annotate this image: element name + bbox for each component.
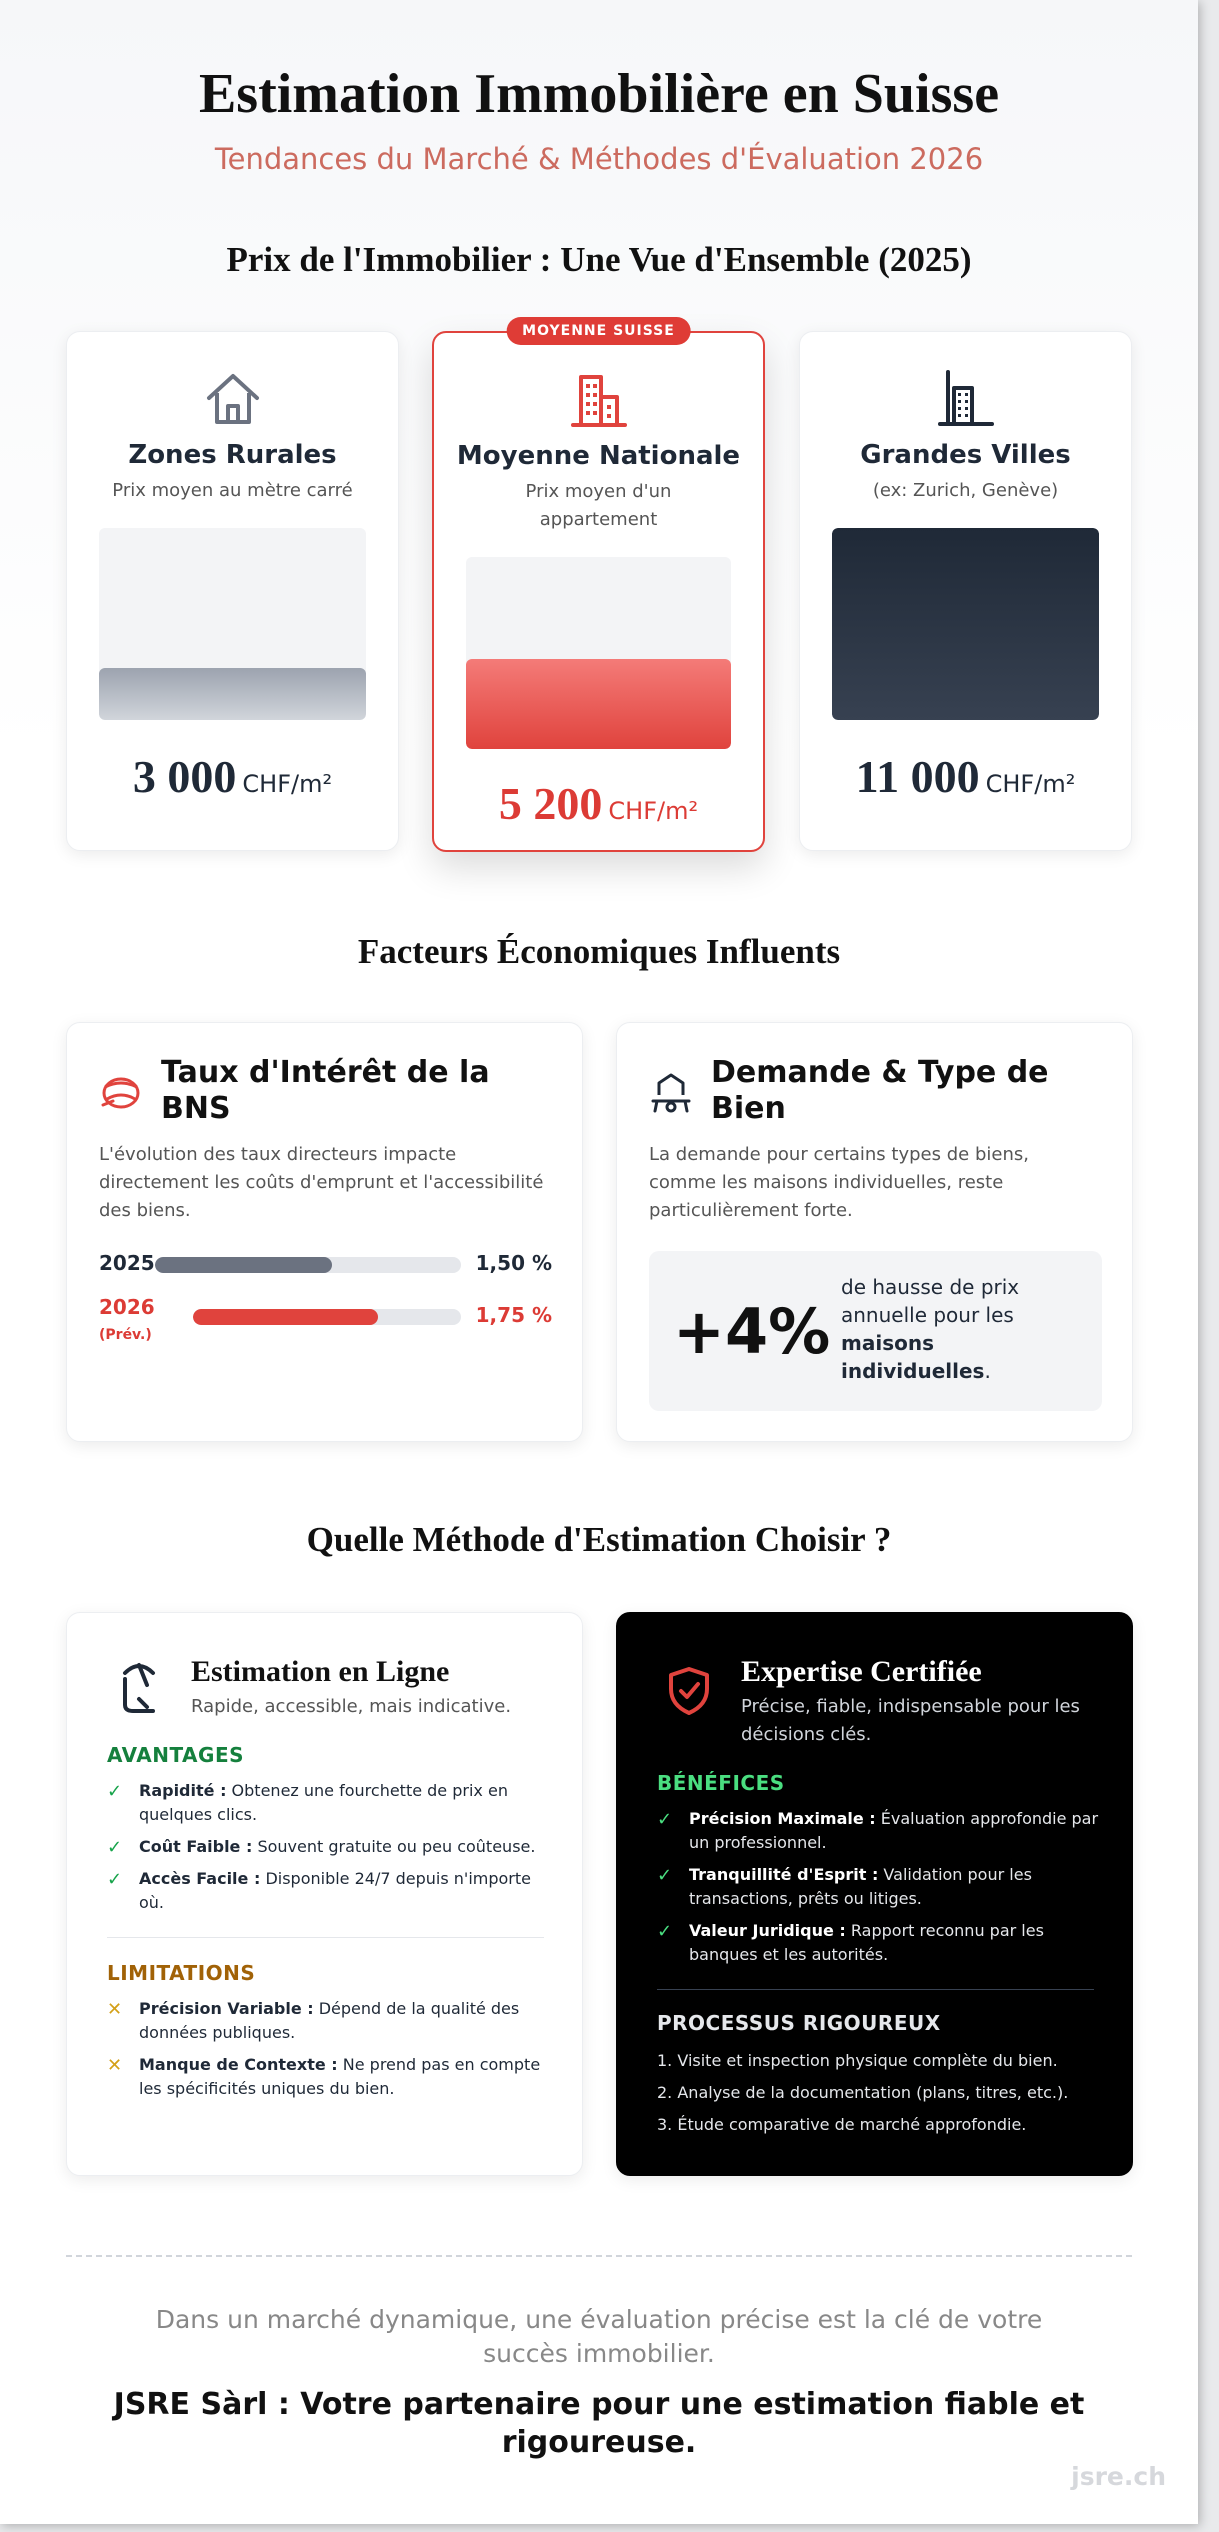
- price-bar: [832, 528, 1099, 720]
- rate-value: 1,75 %: [475, 1303, 552, 1327]
- price-bar: [466, 659, 731, 749]
- price-value: [67, 750, 398, 803]
- check-icon: ✓: [657, 1921, 673, 1942]
- list-item: ✓ Valeur Juridique : Rapport reconnu par les banques et les autorités.: [657, 1921, 1044, 1964]
- rate-track: [193, 1309, 461, 1325]
- list-item: ✕ Précision Variable : Dépend de la qualité des données publiques.: [107, 1999, 520, 2042]
- list-item: ✓ Précision Maximale : Évaluation approfondie par un professionnel.: [657, 1809, 1099, 1852]
- house-icon: [201, 366, 265, 430]
- list-item: ✓ Tranquillité d'Esprit : Validation pour les transactions, prêts ou litiges.: [657, 1865, 1032, 1908]
- online-estimation-card: [66, 1612, 583, 2176]
- process-step: 1. Visite et inspection physique complète du bien.: [657, 2051, 1058, 2070]
- card-title: Grandes Villes: [860, 440, 1071, 470]
- price-unit: CHF/m²: [242, 770, 333, 798]
- price-card-national: [432, 323, 765, 852]
- section-title-prices: Prix de l'Immobilier : Une Vue d'Ensemble (2025): [226, 240, 972, 279]
- price-unit: CHF/m²: [985, 770, 1076, 798]
- page-title: Estimation Immobilière en Suisse: [198, 63, 1000, 125]
- check-icon: ✓: [657, 1865, 673, 1886]
- price-number: 5 200: [498, 778, 603, 829]
- divider: [657, 1989, 1094, 1990]
- price-card-rural: [66, 331, 399, 851]
- footer-text: Dans un marché dynamique, une évaluation précise est la clé de votre succès immobilier.: [155, 2305, 1043, 2368]
- price-number: 3 000: [132, 751, 237, 802]
- shield-check-icon: [661, 1655, 717, 1715]
- list-item: ✕ Manque de Contexte : Ne prend pas en compte les spécificités uniques du bien.: [107, 2055, 541, 2098]
- rate-forecast-label: (Prév.): [99, 1327, 152, 1343]
- increase-figure: +4%: [673, 1295, 831, 1368]
- cross-icon: ✕: [107, 1999, 123, 2020]
- price-value: [434, 777, 763, 830]
- list-item: ✓ Accès Facile : Disponible 24/7 depuis n'importe où.: [107, 1869, 531, 1912]
- card-subtitle: Prix moyen au mètre carré: [112, 480, 353, 501]
- rate-row-2026: [99, 1295, 552, 1351]
- process-step: 3. Étude comparative de marché approfondie.: [657, 2115, 1027, 2134]
- rates-card: [66, 1022, 583, 1442]
- advantages-heading: AVANTAGES: [107, 1743, 245, 1767]
- rate-row-2025: [99, 1251, 552, 1281]
- demand-card: [616, 1022, 1133, 1442]
- card-title: Moyenne Nationale: [456, 441, 741, 471]
- footer-tagline: JSRE Sàrl : Votre partenaire pour une estimation fiable et rigoureuse.: [113, 2387, 1085, 2460]
- card-text: La demande pour certains types de biens, comme les maisons individuelles, reste particulièrement forte.: [649, 1144, 1029, 1221]
- page-subtitle: Tendances du Marché & Méthodes d'Évaluation 2026: [214, 142, 984, 176]
- card-text: L'évolution des taux directeurs impacte directement les coûts d'emprunt et l'accessibilité des biens.: [99, 1144, 544, 1221]
- rate-value: 1,50 %: [475, 1251, 552, 1275]
- check-icon: ✓: [107, 1781, 123, 1802]
- price-card-cities: [799, 331, 1132, 851]
- house-demand-icon: [649, 1071, 693, 1115]
- process-step: 2. Analyse de la documentation (plans, titres, etc.).: [657, 2083, 1069, 2102]
- cross-icon: ✕: [107, 2055, 123, 2076]
- list-item: ✓ Coût Faible : Souvent gratuite ou peu coûteuse.: [107, 1837, 536, 1858]
- interest-rate-icon: [99, 1071, 143, 1115]
- check-icon: ✓: [107, 1837, 123, 1858]
- card-subtitle: Prix moyen d'un appartement: [525, 481, 672, 530]
- rate-track: [155, 1257, 461, 1273]
- section-title-factors: Facteurs Économiques Influents: [357, 932, 841, 971]
- check-icon: ✓: [107, 1869, 123, 1890]
- section-title-methods: Quelle Méthode d'Estimation Choisir ?: [306, 1520, 892, 1559]
- card-title: Expertise Certifiée: [741, 1655, 982, 1688]
- price-unit: CHF/m²: [608, 797, 699, 825]
- expert-certified-card: [616, 1612, 1133, 2176]
- price-bar: [99, 668, 366, 720]
- rate-bar: [155, 1257, 332, 1273]
- benefits-heading: BÉNÉFICES: [657, 1771, 785, 1795]
- online-tool-icon: [111, 1655, 167, 1715]
- rate-year: 2025: [99, 1251, 155, 1275]
- building-icon: [567, 367, 631, 431]
- card-title: Taux d'Intérêt de la BNS: [161, 1055, 490, 1126]
- price-bar-track: [466, 557, 731, 749]
- price-bar-track: [99, 528, 366, 720]
- card-title: Estimation en Ligne: [191, 1655, 450, 1688]
- process-heading: PROCESSUS RIGOUREUX: [657, 2011, 941, 2035]
- limitations-heading: LIMITATIONS: [107, 1961, 256, 1985]
- featured-badge: MOYENNE SUISSE: [506, 317, 691, 345]
- site-watermark: jsre.ch: [1071, 2462, 1166, 2491]
- card-title: Zones Rurales: [128, 440, 337, 470]
- price-bar-track: [832, 528, 1099, 720]
- rate-bar: [193, 1309, 378, 1325]
- card-subtitle: Précise, fiable, indispensable pour les décisions clés.: [741, 1696, 1080, 1745]
- list-item: ✓ Rapidité : Obtenez une fourchette de prix en quelques clics.: [107, 1781, 508, 1824]
- price-value: [800, 750, 1131, 803]
- price-number: 11 000: [855, 751, 980, 802]
- card-subtitle: (ex: Zurich, Genève): [872, 480, 1059, 501]
- check-icon: ✓: [657, 1809, 673, 1830]
- rate-year: 2026: [99, 1295, 155, 1319]
- price-increase-box: [649, 1251, 1102, 1411]
- card-subtitle: Rapide, accessible, mais indicative.: [191, 1696, 512, 1717]
- footer-divider: [66, 2255, 1132, 2257]
- skyscraper-icon: [934, 366, 998, 430]
- card-title: Demande & Type de Bien: [711, 1055, 1049, 1126]
- increase-text: de hausse de prix annuelle pour les maisons individuelles.: [841, 1275, 1020, 1383]
- divider: [107, 1937, 544, 1938]
